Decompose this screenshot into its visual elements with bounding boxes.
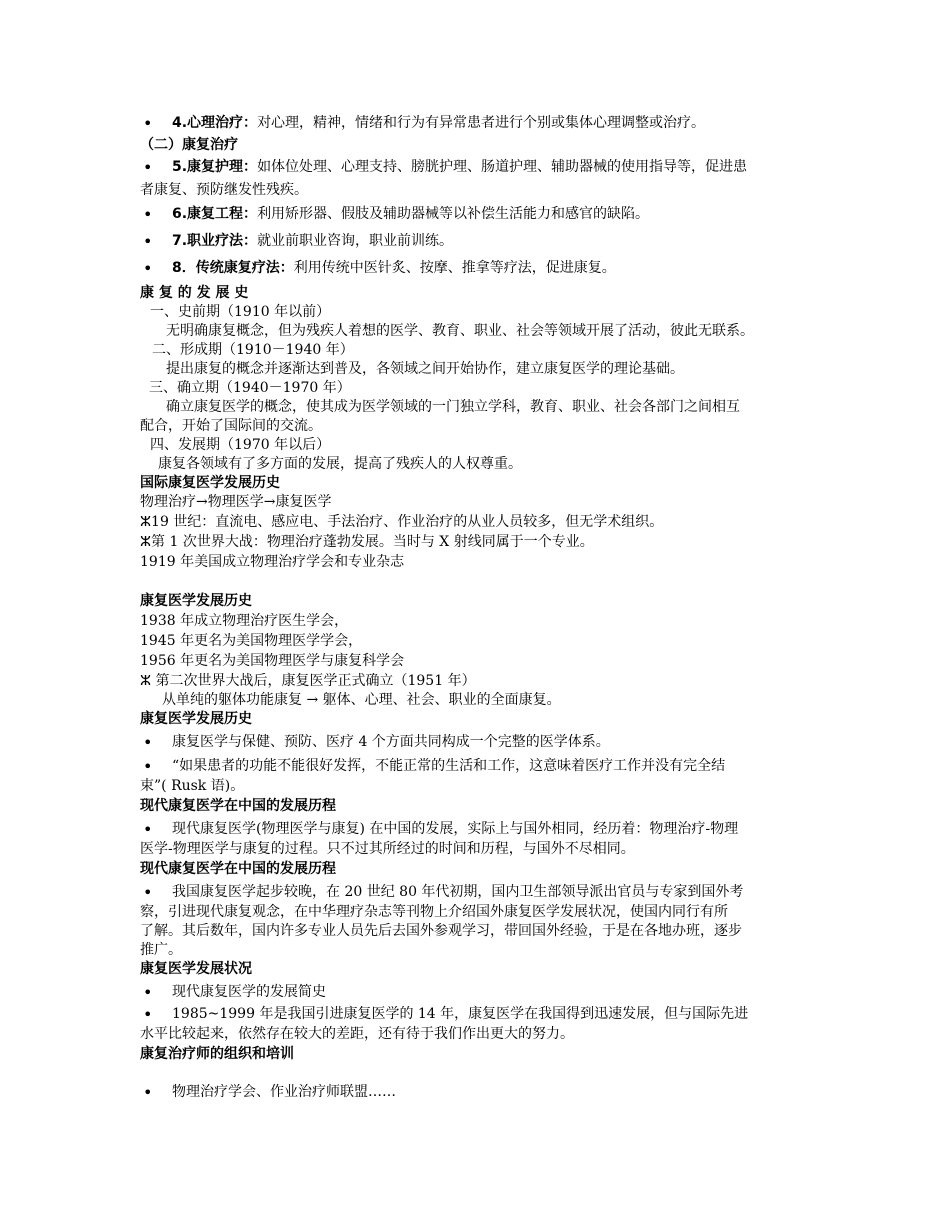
- period-establishment-text-cont: 配合，开始了国际间的交流。: [140, 418, 322, 434]
- period-establishment-text: 确立康复医学的概念，使其成为医学领域的一门独立学科，教育、职业、社会各部门之间相互: [166, 399, 740, 415]
- item-china-start-cont-1: 察，引进现代康复观念，在中华理疗杂志等刊物上介绍国外康复医学发展状况，使国内同行有所: [140, 904, 728, 920]
- history-19th-century: ⵣ19 世纪：直流电、感应电、手法治疗、作业治疗的从业人员较多，但无学术组织。: [140, 514, 664, 530]
- heading-rehab-med-history-2: 康复医学发展历史: [140, 711, 252, 727]
- item-rehab-engineering: 6.康复工程：利用矫形器、假肢及辅助器械等以补偿生活能力和感官的缺陷。: [172, 206, 650, 222]
- heading-china-history-2: 现代康复医学在中国的发展历程: [140, 861, 336, 877]
- item-rehab-nursing-cont: 者康复、预防继发性残疾。: [140, 182, 308, 198]
- period-establishment: 三、确立期（1940－1970 年）: [149, 380, 351, 396]
- item-medical-system: 康复医学与保健、预防、医疗 4 个方面共同构成一个完整的医学体系。: [172, 734, 610, 750]
- heading-rehab-therapy: （二）康复治疗: [140, 137, 238, 153]
- period-development: 四、发展期（1970 年以后）: [150, 437, 331, 453]
- period-formation-text: 提出康复的概念并逐渐达到普及，各领域之间开始协作，建立康复医学的理论基础。: [166, 361, 684, 377]
- item-brief-history: 现代康复医学的发展简史: [172, 984, 326, 1000]
- history-ww1: ⵣ第 1 次世界大战：物理治疗蓬勃发展。当时与 X 射线同属于一个专业。: [140, 534, 594, 550]
- item-1985-1999: 1985~1999 年是我国引进康复医学的 14 年，康复医学在我国得到迅速发展，但与国际先进: [172, 1006, 749, 1022]
- period-prehistoric-text: 无明确康复概念，但为残疾人着想的医学、教育、职业、社会等领域开展了活动，彼此无联系。: [166, 323, 754, 339]
- bullet-icon: •: [143, 205, 153, 224]
- bullet-icon: •: [143, 820, 153, 839]
- x-bullet-icon: ⵣ: [140, 673, 152, 689]
- item-rehab-nursing: 5.康复护理：如体位处理、心理支持、膀胱护理、肠道护理、辅助器械的使用指导等，促进患: [172, 159, 748, 175]
- item-china-course: 现代康复医学(物理医学与康复) 在中国的发展，实际上与国外相同，经历着：物理治疗-物理: [172, 821, 739, 837]
- item-organizations: 物理治疗学会、作业治疗师联盟……: [172, 1084, 396, 1100]
- bullet-icon: •: [143, 114, 153, 133]
- bullet-icon: •: [143, 1083, 153, 1102]
- heading-china-history: 现代康复医学在中国的发展历程: [140, 798, 336, 814]
- history-1945: 1945 年更名为美国物理医学学会，: [140, 633, 363, 649]
- history-ww2: ⵣ 第二次世界大战后，康复医学正式确立（1951 年）: [140, 673, 476, 689]
- heading-international-history: 国际康复医学发展历史: [140, 475, 280, 491]
- item-china-course-cont: 医学-物理医学与康复的过程。只不过其所经过的时间和历程，与国外不尽相同。: [140, 841, 635, 857]
- item-1985-1999-cont: 水平比较起来，依然存在较大的差距，还有待于我们作出更大的努力。: [140, 1026, 574, 1042]
- history-1938: 1938 年成立物理治疗医生学会，: [140, 613, 349, 629]
- item-psychotherapy: 4.心理治疗：对心理，精神，情绪和行为有异常患者进行个别或集体心理调整或治疗。: [172, 115, 706, 131]
- history-line: 物理治疗→物理医学→康复医学: [140, 494, 332, 510]
- item-rusk-quote-cont: 束”( Rusk 语)。: [140, 778, 245, 794]
- item-rusk-quote: “如果患者的功能不能很好发挥，不能正常的生活和工作，这意味着医疗工作并没有完全结: [172, 758, 726, 774]
- period-prehistoric: 一、史前期（1910 年以前）: [150, 304, 331, 320]
- bullet-icon: •: [143, 757, 153, 776]
- heading-rehab-med-history: 康复医学发展历史: [140, 593, 252, 609]
- heading-rehab-history: 康 复 的 发 展 史: [140, 285, 249, 301]
- heading-development-status: 康复医学发展状况: [140, 961, 252, 977]
- bullet-icon: •: [143, 259, 153, 278]
- item-vocational-therapy: 7.职业疗法：就业前职业咨询，职业前训练。: [172, 233, 454, 249]
- item-traditional-therapy: 8．传统康复疗法：利用传统中医针炙、按摩、推拿等疗法，促进康复。: [172, 260, 616, 276]
- period-formation: 二、形成期（1910－1940 年）: [152, 342, 354, 358]
- item-china-start-cont-2: 了解。其后数年，国内许多专业人员先后去国外参观学习，带回国外经验，于是在各地办班，逐步: [140, 923, 742, 939]
- bullet-icon: •: [143, 1005, 153, 1024]
- history-1956: 1956 年更名为美国物理医学与康复科学会: [140, 653, 405, 669]
- bullet-icon: •: [143, 983, 153, 1002]
- history-comprehensive: 从单纯的躯体功能康复 → 躯体、心理、社会、职业的全面康复。: [162, 692, 561, 708]
- bullet-icon: •: [143, 883, 153, 902]
- bullet-icon: •: [143, 158, 153, 177]
- bullet-icon: •: [143, 232, 153, 251]
- heading-therapist-organization: 康复治疗师的组织和培训: [140, 1046, 294, 1062]
- bullet-icon: •: [143, 733, 153, 752]
- history-1919: 1919 年美国成立物理治疗学会和专业杂志: [140, 554, 405, 570]
- period-development-text: 康复各领域有了多方面的发展，提高了残疾人的人权尊重。: [158, 456, 522, 472]
- item-china-start: 我国康复医学起步较晚，在 20 世纪 80 年代初期，国内卫生部领导派出官员与专家到国外考: [172, 884, 744, 900]
- x-bullet-icon: ⵣ: [140, 534, 152, 550]
- x-bullet-icon: ⵣ: [140, 514, 152, 530]
- item-china-start-cont-3: 推广。: [140, 942, 182, 958]
